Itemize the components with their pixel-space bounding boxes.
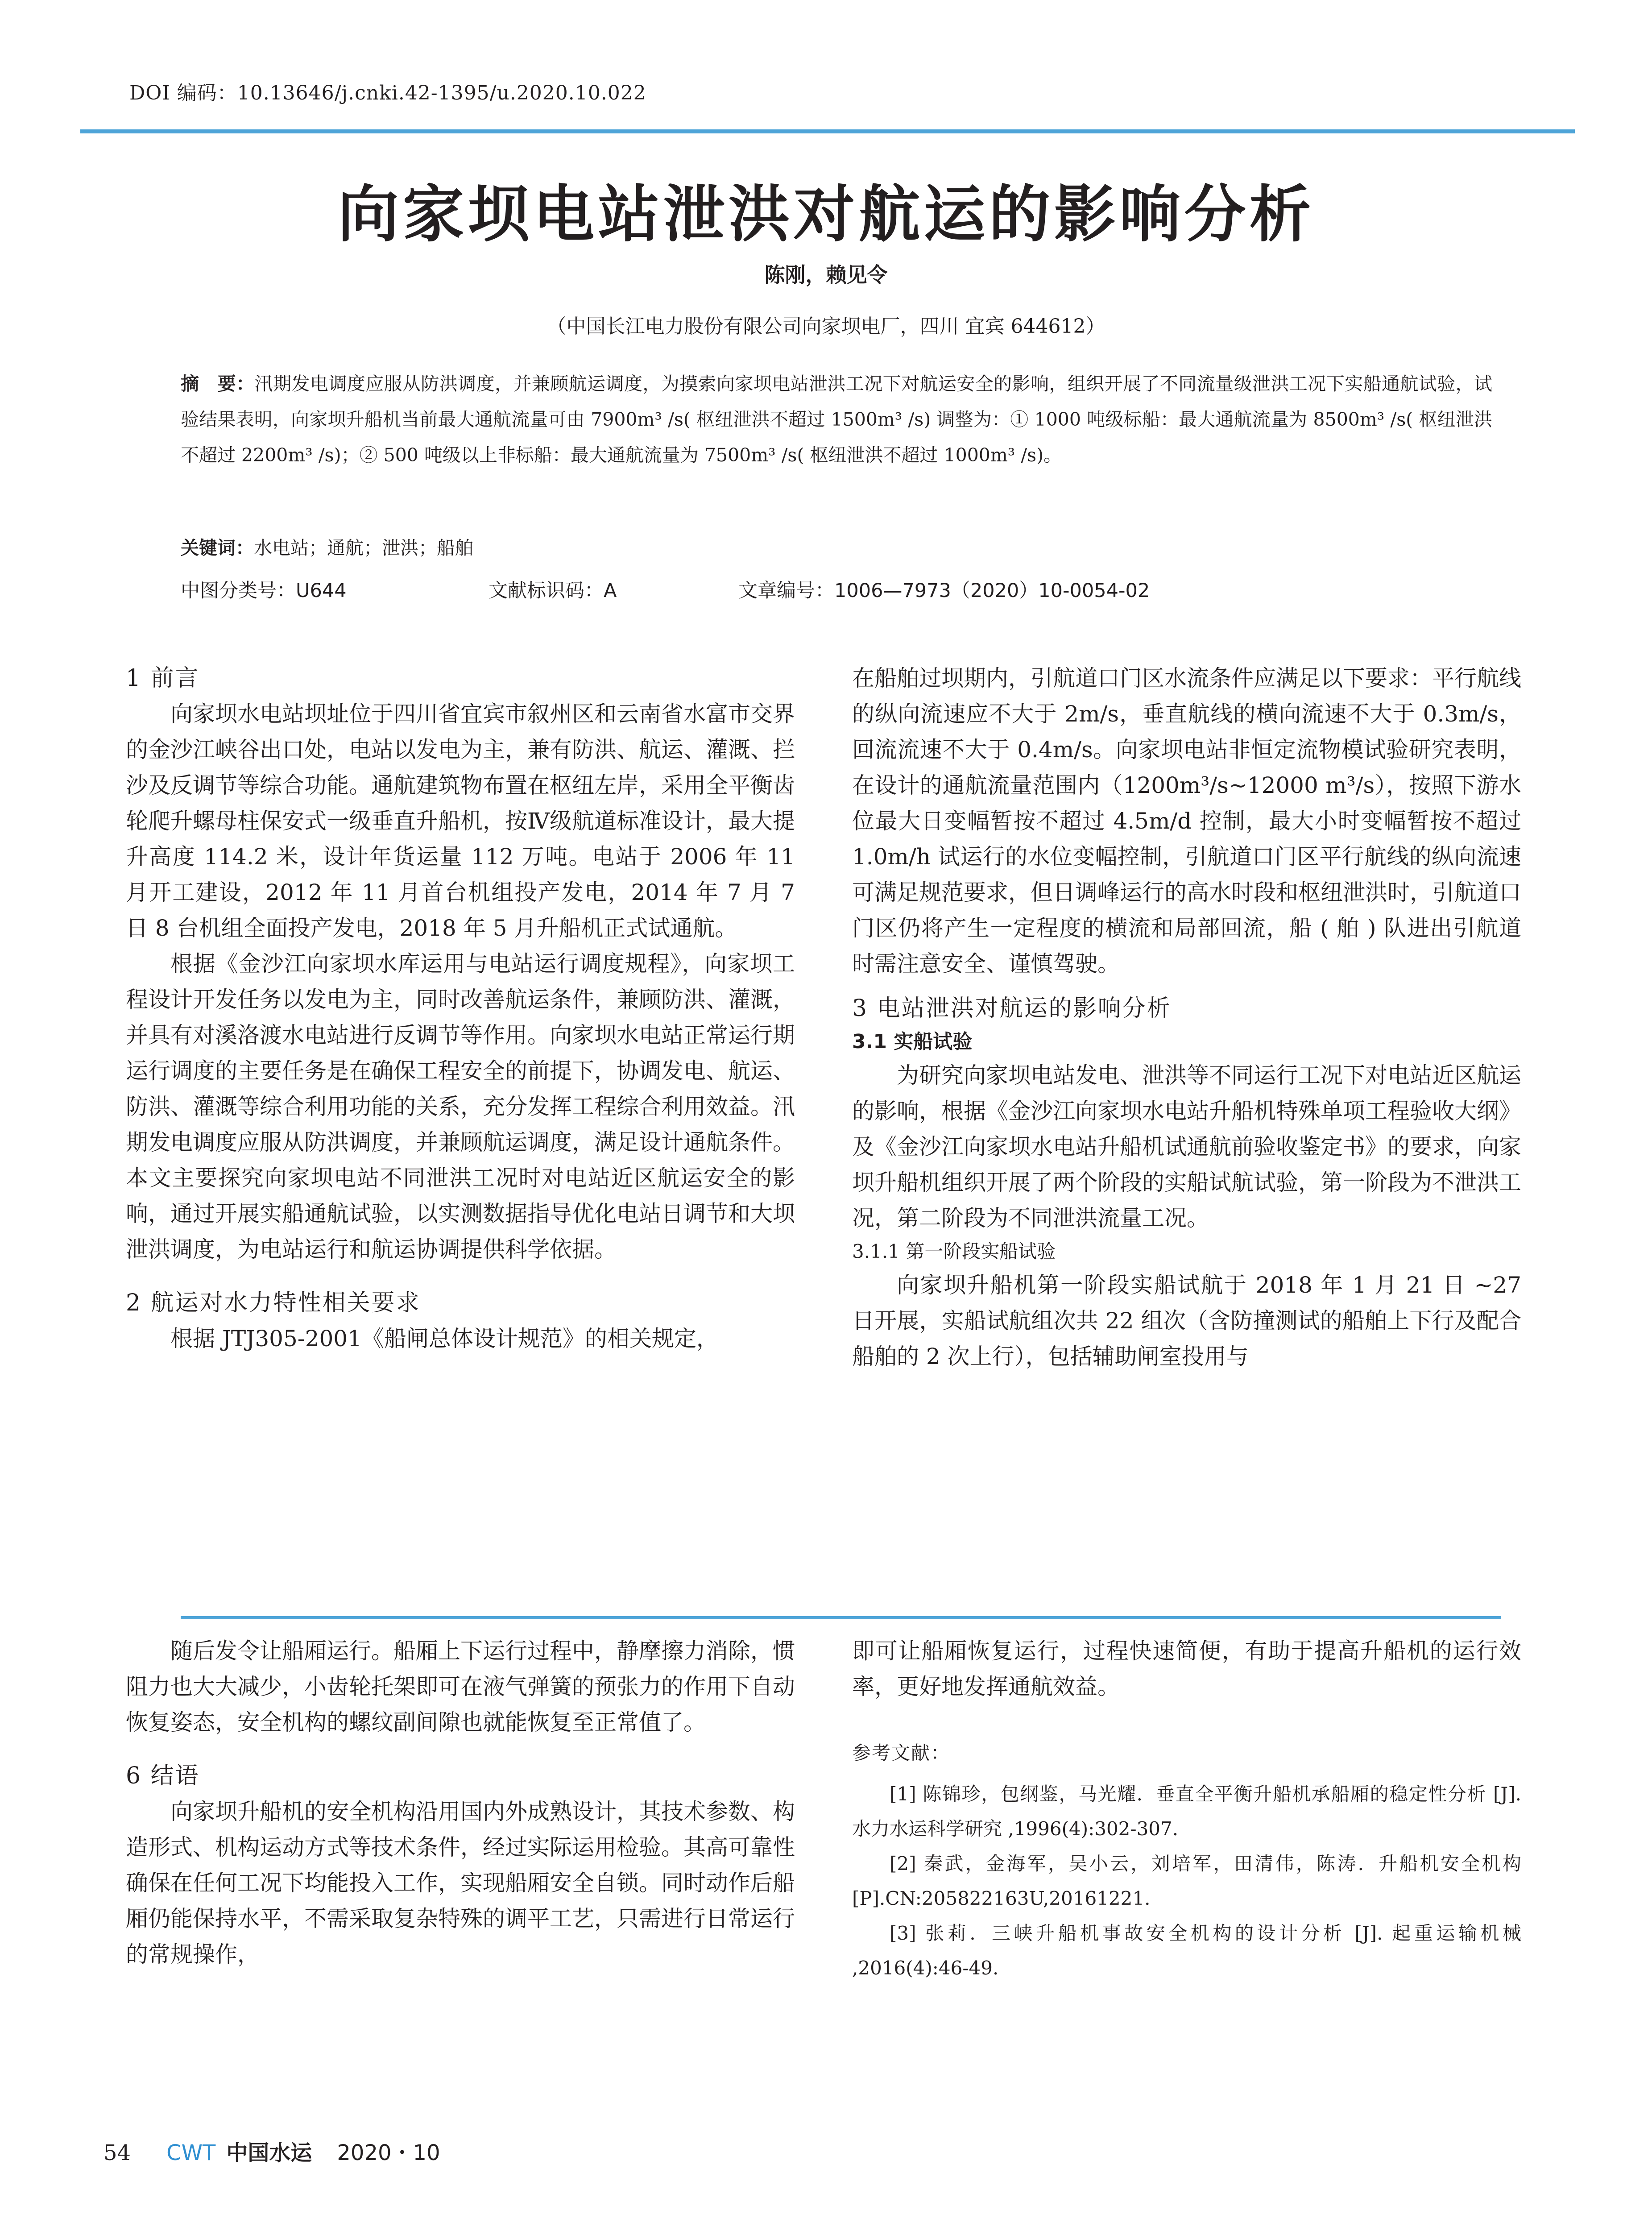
- brand-logo: CWT: [166, 2140, 216, 2165]
- article-number: 文章编号：1006—7973（2020）10-0054-02: [738, 580, 1150, 602]
- paragraph: 向家坝升船机的安全机构沿用国内外成熟设计，其技术参数、构造形式、机构运动方式等技术条件，经过实际运用检验。其高可靠性确保在任何工况下均能投入工作，实现船厢安全自锁。同时动作后船厢仍能保持水平，不需采取复杂特殊的调平工艺，只需进行日常运行的常规操作，: [126, 1799, 795, 1967]
- section-heading: 3 电站泄洪对航运的影响分析: [852, 995, 1172, 1022]
- reference-item: [1] 陈锦珍，包纲鉴，马光耀．垂直全平衡升船机承船厢的稳定性分析 [J]. 水力水运科学研究 ,1996(4):302-307.: [852, 1783, 1521, 1840]
- document-code: 文献标识码：A: [489, 580, 617, 602]
- article-affiliation: （中国长江电力股份有限公司向家坝电厂，四川 宜宾 644612）: [547, 315, 1105, 338]
- abstract-text: 汛期发电调度应服从防洪调度，并兼顾航运调度，为摸索向家坝电站泄洪工况下对航运安全的影响，组织开展了不同流量级泄洪工况下实船通航试验，试验结果表明，向家坝升船机当前最大通航流量可由 7900m³ /s( 枢纽泄洪不超过 1500m³ /s) 调整为：① 1000 吨级标船：最大通航流量为 8500m³ /s( 枢纽泄洪不超过 2200m³ /s)；② 500 吨级以上非标船：最大通航流量为 7500m³ /s( 枢纽泄洪不超过 1000m³ /s)。: [181, 373, 1493, 466]
- subsection-heading: 3.1 实船试验: [852, 1030, 973, 1053]
- reference-item: [3] 张莉．三峡升船机事故安全机构的设计分析 [J]. 起重运输机械 ,2016(4):46-49.: [852, 1922, 1521, 1979]
- paragraph: 随后发令让船厢运行。船厢上下运行过程中，静摩擦力消除，惯阻力也大大减少，小齿轮托架即可在液气弹簧的预张力的作用下自动恢复姿态，安全机构的螺纹副间隙也就能恢复至正常值了。: [126, 1638, 795, 1735]
- references-heading: 参考文献：: [852, 1742, 951, 1764]
- paragraph: 在船舶过坝期内，引航道口门区水流条件应满足以下要求：平行航线的纵向流速应不大于 2m/s，垂直航线的横向流速不大于 0.3m/s，回流流速不大于 0.4m/s。向家坝电站非恒定流物模试验研究表明，在设计的通航流量范围内（1200m³/s~12000 m³/s），按照下游水位最大日变幅暂按不超过 4.5m/d 控制，最大小时变幅暂按不超过 1.0m/h 试运行的水位变幅控制，引航道口门区平行航线的纵向流速可满足规范要求，但日调峰运行的高水时段和枢纽泄洪时，引航道口门区仍将产生一定程度的横流和局部回流，船 ( 舶 ) 队进出引航道时需注意安全、谨慎驾驶。: [852, 665, 1521, 977]
- abstract: [181, 366, 1492, 473]
- keywords: [181, 533, 473, 560]
- subsubsection-heading: 3.1.1 第一阶段实船试验: [852, 1240, 1056, 1262]
- section-heading: 2 航运对水力特性相关要求: [126, 1290, 421, 1316]
- paragraph: 向家坝水电站坝址位于四川省宜宾市叙州区和云南省水富市交界的金沙江峡谷出口处，电站以发电为主，兼有防洪、航运、灌溉、拦沙及反调节等综合功能。通航建筑物布置在枢纽左岸，采用全平衡齿轮爬升螺母柱保安式一级垂直升船机，按Ⅳ级航道标准设计，最大提升高度 114.2 米，设计年货运量 112 万吨。电站于 2006 年 11 月开工建设，2012 年 11 月首台机组投产发电，2014 年 7 月 7 日 8 台机组全面投产发电，2018 年 5 月升船机正式试通航。: [126, 701, 795, 941]
- paragraph: 即可让船厢恢复运行，过程快速简便，有助于提高升船机的运行效率，更好地发挥通航效益。: [852, 1638, 1521, 1700]
- column-right-bottom: [852, 1633, 1521, 1986]
- issue-label: 2020・10: [337, 2140, 440, 2165]
- paragraph: 为研究向家坝电站发电、泄洪等不同运行工况下对电站近区航运的影响，根据《金沙江向家坝水电站升船机特殊单项工程验收大纲》及《金沙江向家坝水电站升船机试通航前验收鉴定书》的要求，向家坝升船机组织开展了两个阶段的实船试航试验，第一阶段为不泄洪工况，第二阶段为不同泄洪流量工况。: [852, 1062, 1521, 1231]
- page-number: 54: [104, 2140, 131, 2165]
- section-divider-rule: [181, 1616, 1501, 1619]
- keywords-label: 关键词：: [181, 537, 254, 559]
- doi-line: DOI 编码：10.13646/j.cnki.42-1395/u.2020.10.022: [129, 82, 646, 104]
- page-footer: [104, 2136, 440, 2166]
- article-title: 向家坝电站泄洪对航运的影响分析: [337, 178, 1315, 250]
- magazine-name: 中国水运: [226, 2140, 312, 2165]
- clc-code: 中图分类号：U644: [181, 580, 347, 602]
- paragraph: 根据《金沙江向家坝水库运用与电站运行调度规程》，向家坝工程设计开发任务以发电为主，同时改善航运条件，兼顾防洪、灌溉，并具有对溪洛渡水电站进行反调节等作用。向家坝水电站正常运行期运行调度的主要任务是在确保工程安全的前提下，协调发电、航运、防洪、灌溉等综合利用功能的关系，充分发挥工程综合利用效益。汛期发电调度应服从防洪调度，并兼顾航运调度，满足设计通航条件。本文主要探究向家坝电站不同泄洪工况时对电站近区航运安全的影响，通过开展实船通航试验，以实测数据指导优化电站日调节和大坝泄洪调度，为电站运行和航运协调提供科学依据。: [126, 951, 795, 1262]
- column-left-top: [126, 660, 795, 1356]
- article-authors: 陈刚，赖见令: [764, 263, 888, 287]
- section-heading: 1 前言: [126, 665, 200, 692]
- column-right-top: [852, 660, 1521, 1374]
- header-rule: [80, 129, 1575, 133]
- column-left-bottom: [126, 1633, 795, 1972]
- keywords-text: 水电站；通航；泄洪；船舶: [254, 537, 473, 559]
- paragraph: 向家坝升船机第一阶段实船试航于 2018 年 1 月 21 日 ~27 日开展，实船试航组次共 22 组次（含防撞测试的船舶上下行及配合船舶的 2 次上行），包括辅助闸室投用与: [852, 1272, 1521, 1369]
- section-heading: 6 结语: [126, 1762, 200, 1789]
- references: [852, 1736, 1521, 1986]
- abstract-label: 摘 要：: [181, 373, 255, 394]
- reference-item: [2] 秦武，金海军，吴小云，刘培军，田清伟，陈涛．升船机安全机构 [P].CN:205822163U,20161221.: [852, 1853, 1521, 1909]
- paragraph: 根据 JTJ305-2001《船闸总体设计规范》的相关规定，: [170, 1326, 719, 1352]
